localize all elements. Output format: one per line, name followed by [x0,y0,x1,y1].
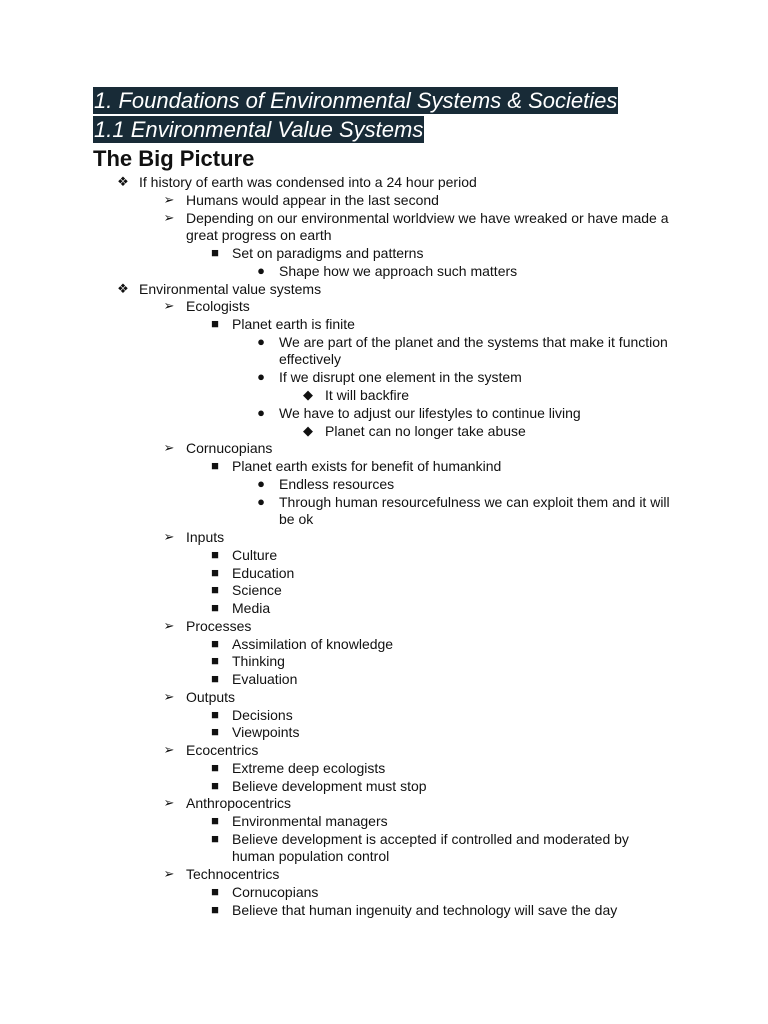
list-item [0,297,768,315]
list-item [0,830,768,866]
list-item [0,812,768,830]
list-item-text: Ecologists [186,298,250,315]
list-item-text-continuation: be ok [279,510,314,527]
bullet-icon: ■ [211,582,219,598]
bullet-icon: ■ [211,759,219,775]
list-item [0,422,768,440]
bullet-icon: ■ [211,706,219,722]
list-item-text: Extreme deep ecologists [232,759,386,776]
bullet-icon: ■ [211,671,219,686]
list-item-text: If history of earth was condensed into a 24 hour period [139,174,477,190]
list-item-text: If we disrupt one element in the system [279,369,522,386]
bullet-icon: ◆ [303,422,313,438]
bullet-icon: ➢ [163,209,175,225]
list-item [0,883,768,901]
bullet-icon: ■ [211,564,219,580]
list-item [0,457,768,475]
bullet-icon: ■ [211,635,219,651]
list-item [0,386,768,404]
bullet-icon: ➢ [163,795,175,811]
bullet-icon: ■ [211,546,219,562]
bullet-icon: ■ [211,830,219,846]
list-item-text: Depending on our environmental worldview we have wreaked or have made a [186,209,669,226]
list-item-text: Through human resourcefulness we can exploit them and it will [279,493,670,510]
bullet-icon: ■ [211,777,219,793]
list-item [0,794,768,812]
list-item-text: Planet can no longer take abuse [325,422,526,439]
bullet-icon: ■ [211,901,219,917]
list-item-text: Set on paradigms and patterns [232,245,424,261]
bullet-icon: ■ [211,884,219,899]
list-item-text: Endless resources [279,475,395,492]
list-item-text: Media [232,600,271,616]
list-item [0,209,768,245]
list-item [0,865,768,883]
list-item [0,599,768,617]
list-item-text: Believe development is accepted if controlled and moderated by [232,830,629,847]
list-item-text: Assimilation of knowledge [232,635,394,652]
list-item [0,564,768,582]
list-item [0,723,768,741]
bullet-icon: ❖ [117,174,129,189]
list-item-text: Evaluation [232,671,298,687]
list-item-text: Culture [232,546,278,563]
list-item-text-continuation: effectively [279,350,341,367]
list-item-text-continuation: human population control [232,847,390,864]
bullet-icon: ■ [211,600,219,615]
bullet-icon: ■ [211,813,219,828]
list-item [0,777,768,795]
subsection-heading: 1.1 Environmental Value Systems [94,117,424,142]
list-item [0,617,768,635]
list-item-text: Education [232,564,295,581]
list-item-text: Environmental managers [232,813,388,829]
page-title: The Big Picture [93,146,255,171]
bullet-icon: ● [257,475,265,491]
list-item-text: Thinking [232,653,285,670]
list-item [0,688,768,706]
list-item-text: Decisions [232,706,293,723]
bullet-icon: ➢ [163,742,175,757]
list-item [0,528,768,546]
list-item [0,901,768,919]
bullet-icon: ➢ [163,688,175,704]
list-item [0,759,768,777]
list-item-text: Processes [186,617,252,634]
list-item [0,635,768,653]
bullet-icon: ➢ [163,617,175,633]
bullet-icon: ◆ [303,387,313,402]
list-item-text: Inputs [186,529,225,545]
list-item-text: Cornucopians [186,440,273,457]
list-item-text: Ecocentrics [186,742,259,758]
list-item [0,244,768,262]
bullet-icon: ■ [211,316,219,331]
list-item-text: Planet earth is finite [232,316,355,332]
bullet-icon: ➢ [163,191,175,207]
bullet-icon: ● [257,404,265,420]
bullet-icon: ■ [211,458,219,473]
bullet-icon: ■ [211,724,219,740]
bullet-icon: ● [257,262,265,278]
list-item-text: Anthropocentrics [186,795,292,812]
section-heading: 1. Foundations of Environmental Systems & Societies [94,88,618,113]
list-item-text: Humans would appear in the last second [186,191,439,208]
list-item [0,333,768,369]
list-item-text: Believe development must stop [232,777,427,794]
list-item-text: Environmental value systems [139,280,322,297]
bullet-icon: ● [257,369,265,385]
bullet-icon: ➢ [163,529,175,544]
list-item [0,191,768,209]
list-item [0,670,768,688]
list-item [0,439,768,457]
list-item-text: We are part of the planet and the systems that make it function [279,333,668,350]
list-item-text: Science [232,582,282,599]
list-item [0,652,768,670]
list-item [0,493,768,529]
list-item [0,173,768,191]
list-item-text-continuation: great progress on earth [186,226,332,243]
bullet-icon: ● [257,493,265,509]
list-item [0,546,768,564]
list-item [0,368,768,386]
bullet-icon: ➢ [163,866,175,882]
bullet-icon: ● [257,333,265,349]
list-item [0,404,768,422]
list-item-text: Outputs [186,688,236,705]
list-item-text: We have to adjust our lifestyles to continue living [279,404,581,421]
list-item [0,475,768,493]
list-item-text: Planet earth exists for benefit of humankind [232,458,502,474]
list-item [0,262,768,280]
bullet-icon: ➢ [163,440,175,456]
list-item [0,315,768,333]
list-item-text: Shape how we approach such matters [279,262,518,279]
list-item [0,706,768,724]
bullet-icon: ■ [211,653,219,669]
list-item-text: Technocentrics [186,866,280,883]
bullet-icon: ➢ [163,298,175,314]
list-item [0,741,768,759]
bullet-icon: ■ [211,245,219,260]
bullet-icon: ❖ [117,280,129,296]
list-item-text: Believe that human ingenuity and technology will save the day [232,901,618,918]
list-item-text: It will backfire [325,387,410,403]
list-item [0,581,768,599]
list-item [0,280,768,298]
list-item-text: Cornucopians [232,884,319,900]
list-item-text: Viewpoints [232,724,300,741]
